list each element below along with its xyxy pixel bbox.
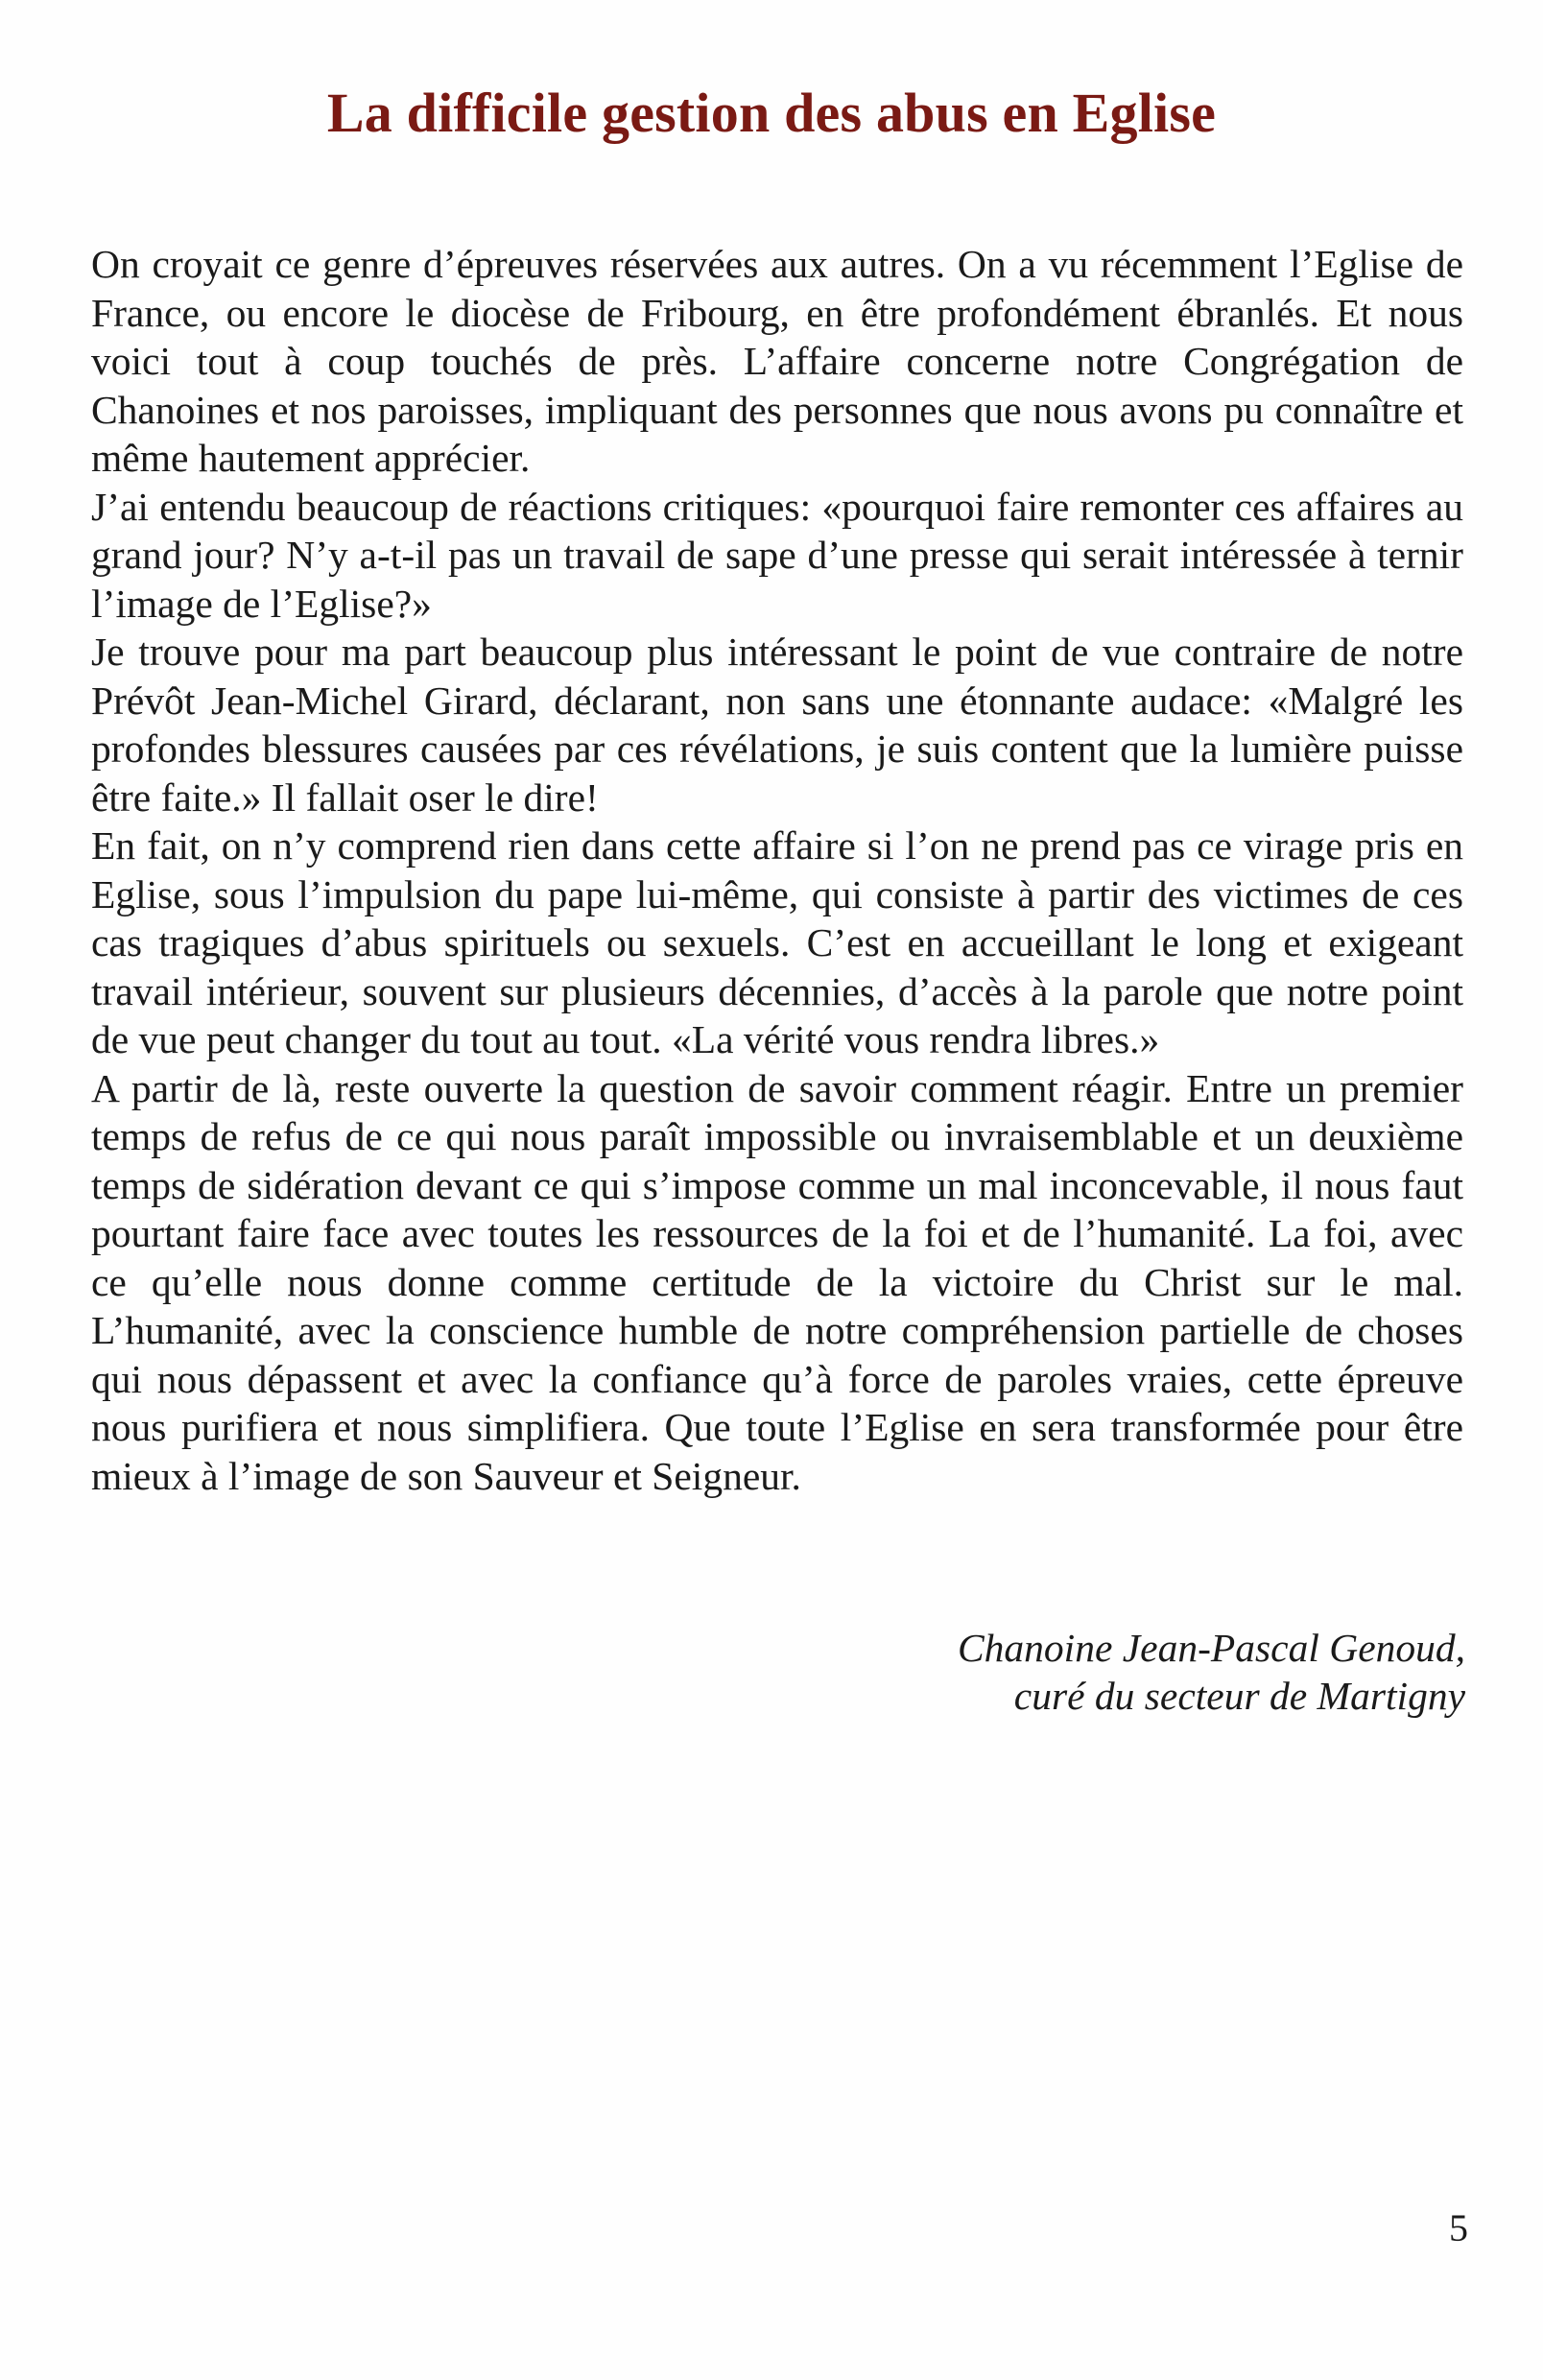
- author-signature: [602, 1624, 1465, 1720]
- author-role: curé du secteur de Martigny: [1013, 1674, 1465, 1718]
- article-title: La difficile gestion des abus en Eglise: [326, 82, 1217, 144]
- paragraph-5: A partir de là, reste ouverte la question de savoir comment réagir. Entre un premier temps de refus de ce qui nous paraît impossible ou invraisemblable et un deuxième temps de sidération devant ce qui s’impose comme un mal inconcevable, il nous faut pourtant faire face avec toutes les ressources de la foi et de l’humanité. La foi, avec ce qu’elle nous donne comme certitude de la victoire du Christ sur le mal. L’humanité, avec la conscience humble de notre compréhension partielle de choses qui nous dépassent et avec la confiance qu’à force de paroles vraies, cette épreuve nous purifiera et nous simplifiera. Que toute l’Eglise en sera transformée pour être mieux à l’image de son Sauveur et Seigneur.: [91, 1065, 1463, 1498]
- paragraph-2: J’ai entendu beaucoup de réactions critiques: «pourquoi faire remonter ces affaires au grand jour? N’y a-t-il pas un travail de sape d’une presse qui serait intéressée à ternir l’image de l’Eglise?»: [91, 484, 1463, 626]
- paragraph-4: En fait, on n’y comprend rien dans cette affaire si l’on ne prend pas ce virage pris en Eglise, sous l’impulsion du pape lui-même, qui consiste à partir des victimes de ces cas tragiques d’abus spirituels ou sexuels. C’est en accueillant le long et exigeant travail intérieur, souvent sur plusieurs décennies, d’accès à la parole que notre point de vue peut changer du tout au tout. «La vérité vous rendra libres.»: [91, 823, 1463, 1061]
- author-name: Chanoine Jean-Pascal Genoud,: [957, 1626, 1465, 1670]
- paragraph-1: On croyait ce genre d’épreuves réservées aux autres. On a vu récemment l’Eglise de France, ou encore le diocèse de Fribourg, en être profondément ébranlés. Et nous voici tout à coup touchés de près. L’affaire concerne notre Congrégation de Chanoines et nos paroisses, impliquant des personnes que nous avons pu connaître et même hautement apprécier.: [91, 242, 1463, 480]
- article-body: [91, 240, 1463, 1500]
- page-number: 5: [1449, 2206, 1468, 2249]
- paragraph-3: Je trouve pour ma part beaucoup plus intéressant le point de vue contraire de notre Prévôt Jean-Michel Girard, déclarant, non sans une étonnante audace: «Malgré les profondes blessures causées par ces révélations, je suis content que la lumière puisse être faite.» Il fallait oser le dire!: [91, 630, 1463, 820]
